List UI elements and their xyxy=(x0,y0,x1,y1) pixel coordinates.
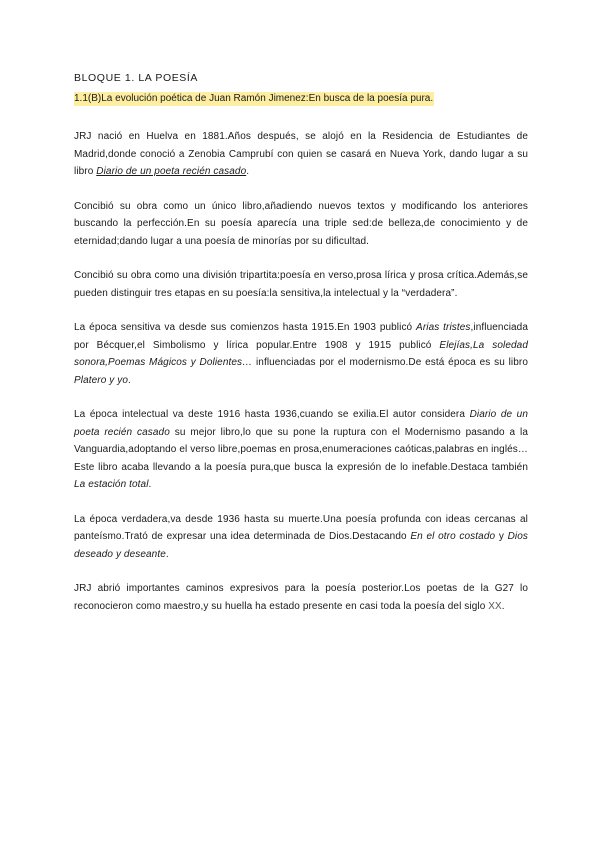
p7-text-a: JRJ abrió importantes caminos expresivos para la poesía posterior.Los poetas de la G27 lo reconocieron como maestro,y su huella ha estado presente en casi toda la poesía del siglo xyxy=(74,583,528,612)
p4-text-d: . xyxy=(128,374,131,386)
p4-text-a: La época sensitiva va desde sus comienzos hasta 1915.En 1903 publicó xyxy=(74,322,417,333)
p4-title-3: Platero y yo xyxy=(74,374,129,386)
paragraph-4 xyxy=(74,319,528,389)
section-subtitle xyxy=(74,92,528,106)
p7-century: XX xyxy=(488,600,502,612)
p6-title-1: En el otro costado xyxy=(410,531,496,542)
p6-text-a: La época verdadera,va desde 1936 hasta su muerte.Una poesía profunda con ideas cercanas al panteísmo.Trató de expresar una idea determinada de Dios.Destacando xyxy=(74,513,528,542)
p6-text-b: y xyxy=(495,531,508,542)
p5-title-2: La estación total xyxy=(74,479,149,490)
p5-text-a: La época intelectual va deste 1916 hasta 1936,cuando se exilia.El autor considera xyxy=(74,409,470,420)
block-title: BLOQUE 1. LA POESÍA xyxy=(74,72,199,84)
paragraph-2: Concibió su obra como un único libro,añadiendo nuevos textos y modificando los anteriores buscando la perfección.En su poesía aparecía una triple sed:de belleza,de conocimiento y de eternidad;dando lugar a una poesía de minorías por su dificultad. xyxy=(74,200,528,247)
p4-text-c: influenciadas por el modernismo.De está época es su libro xyxy=(252,357,528,368)
p5-text-c: . xyxy=(148,479,152,490)
p5-title-1: Diario de un poeta recién casado xyxy=(74,409,528,438)
p6-text-c: . xyxy=(165,548,169,560)
p4-title-2: Elejías,La soledad sonora,Poemas Mágicos y Dolientes… xyxy=(74,339,529,368)
highlighted-subtitle: 1.1(B)La evolución poética de Juan Ramón Jimenez:En busca de la poesía pura. xyxy=(74,93,434,104)
paragraph-1 xyxy=(74,128,528,181)
p4-title-1: Arias tristes xyxy=(416,322,471,333)
p7-text-b: . xyxy=(501,600,505,612)
paragraph-3: Concibió su obra como una división tripartita:poesía en verso,prosa lírica y prosa crítica.Además,se pueden distinguir tres etapas en su poesía:la sensitiva,la intelectual y la “verdadera”. xyxy=(74,270,528,299)
paragraph-7 xyxy=(74,580,528,615)
p1-text-a: JRJ nació en Huelva en 1881.Años después, se alojó en la Residencia de Estudiantes de Madrid,donde conoció a Zenobia Camprubí con quien se casará en Nueva York, dando lugar a su libro xyxy=(74,131,528,177)
paragraph-5 xyxy=(74,406,528,494)
p6-title-2: Dios deseado y deseante xyxy=(74,531,528,560)
p5-text-b: su mejor libro,lo que su pone la ruptura con el Modernismo pasando a la Vanguardia,adoptando el verso libre,poemas en prosa,enumeraciones caóticas,palabras en inglés…Este libro acaba llevando a la poesía pura,que busca la expresión de lo inefable.Destaca también xyxy=(74,426,528,473)
p1-book-title: Diario de un poeta recién casado xyxy=(96,166,247,177)
document-page xyxy=(74,71,528,632)
paragraph-6 xyxy=(74,511,528,564)
p4-text-b: ,influenciada por Bécquer,el Simbolismo y lírica popular.Entre 1908 y 1915 publicó xyxy=(74,322,528,351)
p1-text-b: . xyxy=(246,166,250,177)
